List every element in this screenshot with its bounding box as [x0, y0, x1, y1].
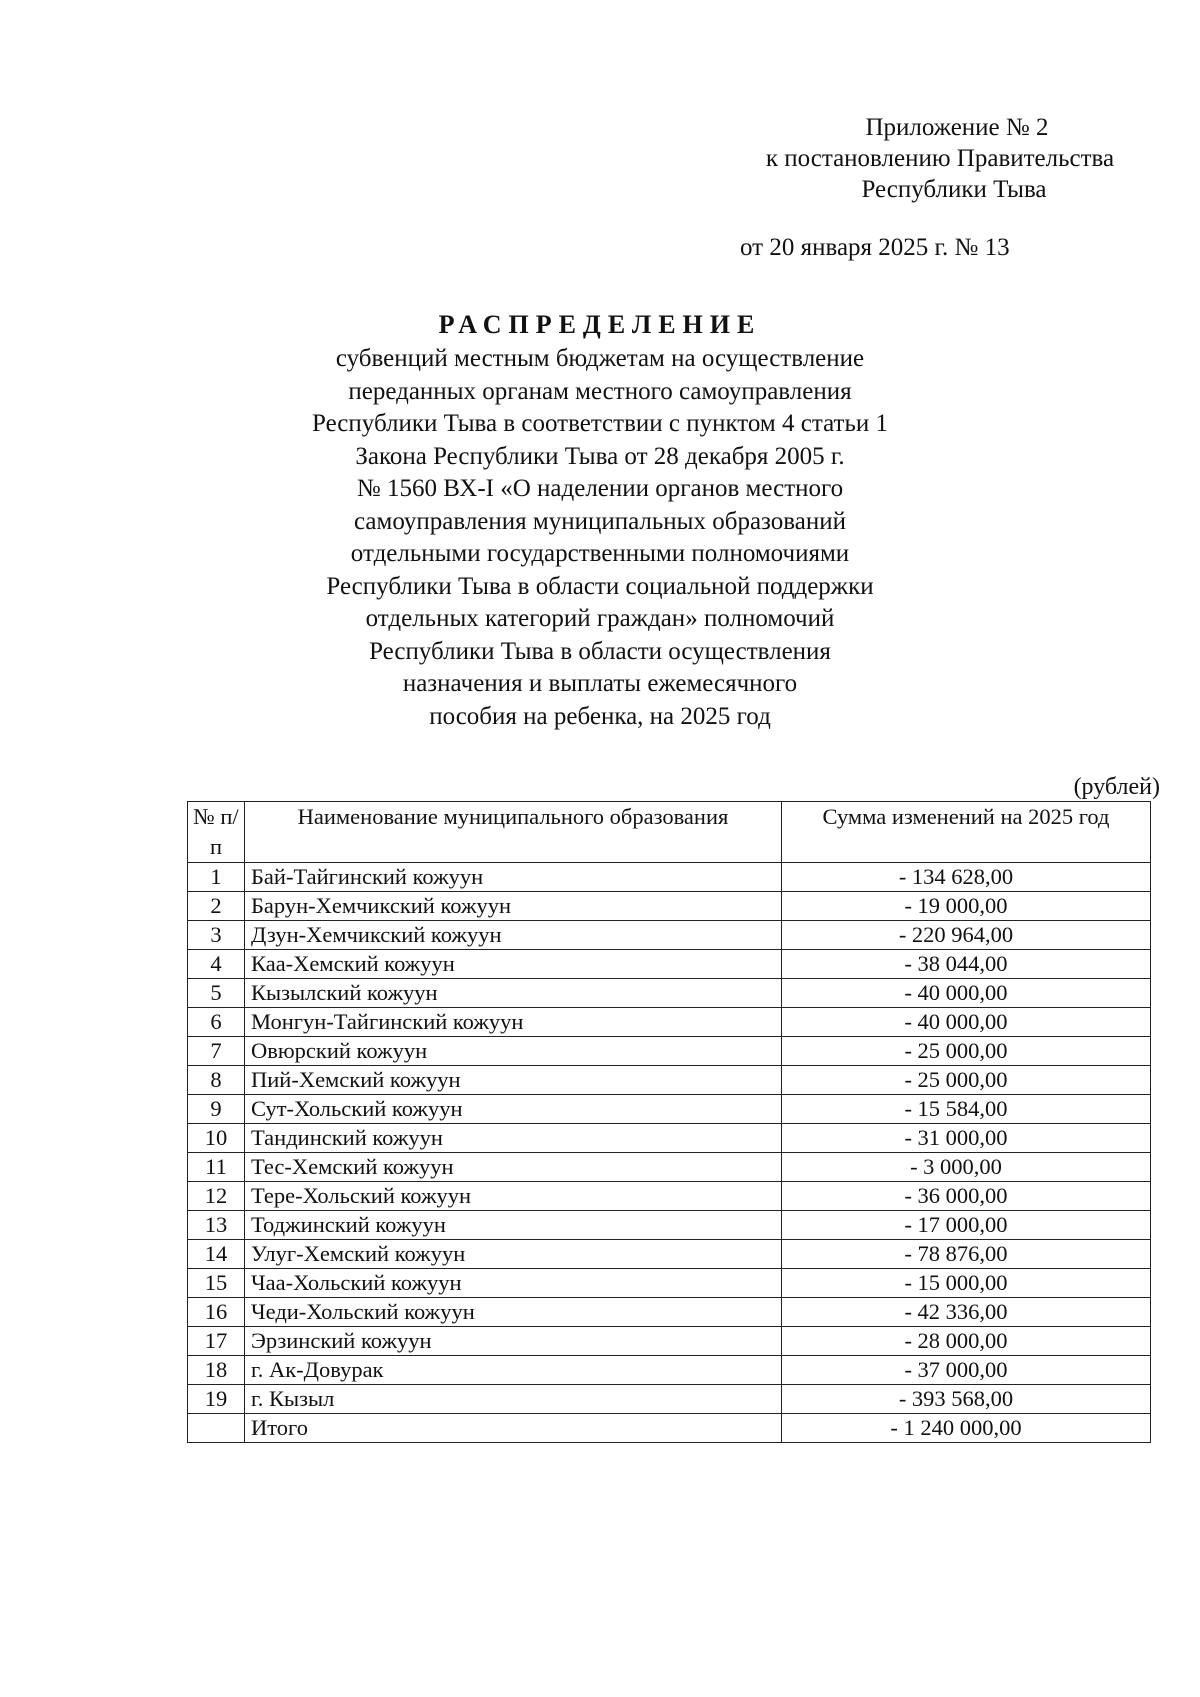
row-number: 6: [188, 1008, 245, 1037]
table-row: [188, 1037, 1151, 1066]
row-number: 15: [188, 1269, 245, 1298]
table-row: [188, 1124, 1151, 1153]
table-row: [188, 1211, 1151, 1240]
subtitle-line: субвенций местным бюджетам на осуществление: [335, 345, 865, 372]
table-row: [188, 950, 1151, 979]
subtitle-line: пособия на ребенка, на 2025 год: [429, 702, 771, 730]
document-subtitle: [200, 343, 1000, 733]
header-name: Наименование муниципального образования: [245, 802, 782, 863]
total-num: [188, 1414, 245, 1443]
subtitle-line: Республики Тыва в области социальной поддержки: [326, 572, 874, 600]
row-amount: - 15 584,00: [782, 1095, 1151, 1124]
row-amount: - 31 000,00: [782, 1124, 1151, 1153]
row-number: 2: [188, 892, 245, 921]
row-municipality: Чеди-Хольский кожуун: [245, 1298, 782, 1327]
row-amount: - 134 628,00: [782, 863, 1151, 892]
row-number: 14: [188, 1240, 245, 1269]
table-row: [188, 1066, 1151, 1095]
row-municipality: Кызылский кожуун: [245, 979, 782, 1008]
row-amount: - 15 000,00: [782, 1269, 1151, 1298]
header-sum: Сумма изменений на 2025 год: [782, 802, 1151, 863]
row-number: 18: [188, 1356, 245, 1385]
row-amount: - 25 000,00: [782, 1037, 1151, 1066]
subtitle-line: Закона Республики Тыва от 28 декабря 2005 г.: [355, 442, 845, 470]
table-row: [188, 1327, 1151, 1356]
table-row: [188, 1240, 1151, 1269]
row-municipality: Тес-Хемский кожуун: [245, 1153, 782, 1182]
row-amount: - 78 876,00: [782, 1240, 1151, 1269]
row-municipality: Тоджинский кожуун: [245, 1211, 782, 1240]
row-municipality: г. Ак-Довурак: [245, 1356, 782, 1385]
row-amount: - 28 000,00: [782, 1327, 1151, 1356]
subtitle-line: отдельными государственными полномочиями: [350, 540, 850, 567]
row-amount: - 25 000,00: [782, 1066, 1151, 1095]
units-label: (рублей): [1073, 774, 1160, 800]
row-number: 11: [188, 1153, 245, 1182]
subtitle-line: Республики Тыва в соответствии с пунктом 4 статьи 1: [312, 410, 888, 437]
row-municipality: Бай-Тайгинский кожуун: [245, 863, 782, 892]
row-municipality: Дзун-Хемчикский кожуун: [245, 921, 782, 950]
row-municipality: Чаа-Хольский кожуун: [245, 1269, 782, 1298]
appendix-date: от 20 января 2025 г. № 13: [740, 234, 1010, 261]
row-number: 9: [188, 1095, 245, 1124]
row-municipality: Тандинский кожуун: [245, 1124, 782, 1153]
row-municipality: Сут-Хольский кожуун: [245, 1095, 782, 1124]
row-number: 19: [188, 1385, 245, 1414]
row-amount: - 17 000,00: [782, 1211, 1151, 1240]
table-row: [188, 1298, 1151, 1327]
row-municipality: Монгун-Тайгинский кожуун: [245, 1008, 782, 1037]
subtitle-line: отдельных категорий граждан» полномочий: [365, 605, 835, 632]
row-municipality: Пий-Хемский кожуун: [245, 1066, 782, 1095]
row-number: 5: [188, 979, 245, 1008]
header-num: № п/п: [188, 802, 245, 863]
subtitle-line: назначения и выплаты ежемесячного: [402, 670, 798, 697]
row-amount: - 220 964,00: [782, 921, 1151, 950]
table-row: [188, 863, 1151, 892]
total-name: Итого: [245, 1414, 782, 1443]
table-row: [188, 892, 1151, 921]
row-number: 17: [188, 1327, 245, 1356]
row-municipality: Овюрский кожуун: [245, 1037, 782, 1066]
row-amount: - 36 000,00: [782, 1182, 1151, 1211]
appendix-republic: Республики Тыва: [861, 176, 1047, 203]
subtitle-line: переданных органам местного самоуправления: [348, 377, 852, 405]
row-number: 10: [188, 1124, 245, 1153]
row-number: 12: [188, 1182, 245, 1211]
row-amount: - 19 000,00: [782, 892, 1151, 921]
subtitle-line: самоуправления муниципальных образований: [354, 507, 846, 535]
row-municipality: Улуг-Хемский кожуун: [245, 1240, 782, 1269]
table-body: [188, 863, 1151, 1443]
document-title: РАСПРЕДЕЛЕНИЕ: [438, 310, 762, 339]
row-number: 3: [188, 921, 245, 950]
table-total-row: [188, 1414, 1151, 1443]
table-row: [188, 1153, 1151, 1182]
row-number: 7: [188, 1037, 245, 1066]
subtitle-line: Республики Тыва в области осуществления: [369, 637, 831, 665]
table-row: [188, 921, 1151, 950]
row-number: 16: [188, 1298, 245, 1327]
appendix-resolution-ref: к постановлению Правительства: [765, 145, 1115, 172]
table-row: [188, 979, 1151, 1008]
table-row: [188, 1269, 1151, 1298]
row-amount: - 37 000,00: [782, 1356, 1151, 1385]
row-number: 4: [188, 950, 245, 979]
table-row: [188, 1095, 1151, 1124]
distribution-table: [187, 801, 1151, 1443]
row-amount: - 40 000,00: [782, 979, 1151, 1008]
row-number: 1: [188, 863, 245, 892]
row-municipality: г. Кызыл: [245, 1385, 782, 1414]
appendix-number: Приложение № 2: [865, 114, 1049, 141]
row-amount: - 3 000,00: [782, 1153, 1151, 1182]
row-amount: - 42 336,00: [782, 1298, 1151, 1327]
row-municipality: Барун-Хемчикский кожуун: [245, 892, 782, 921]
table-row: [188, 1008, 1151, 1037]
subtitle-line: № 1560 ВХ-I «О наделении органов местного: [356, 475, 844, 502]
row-municipality: Эрзинский кожуун: [245, 1327, 782, 1356]
table-header-row: [188, 802, 1151, 863]
appendix-header: [730, 112, 1150, 263]
row-number: 8: [188, 1066, 245, 1095]
row-amount: - 40 000,00: [782, 1008, 1151, 1037]
table-row: [188, 1385, 1151, 1414]
row-amount: - 38 044,00: [782, 950, 1151, 979]
row-number: 13: [188, 1211, 245, 1240]
table-row: [188, 1356, 1151, 1385]
row-amount: - 393 568,00: [782, 1385, 1151, 1414]
total-sum: - 1 240 000,00: [782, 1414, 1151, 1443]
row-municipality: Тере-Хольский кожуун: [245, 1182, 782, 1211]
table-row: [188, 1182, 1151, 1211]
row-municipality: Каа-Хемский кожуун: [245, 950, 782, 979]
